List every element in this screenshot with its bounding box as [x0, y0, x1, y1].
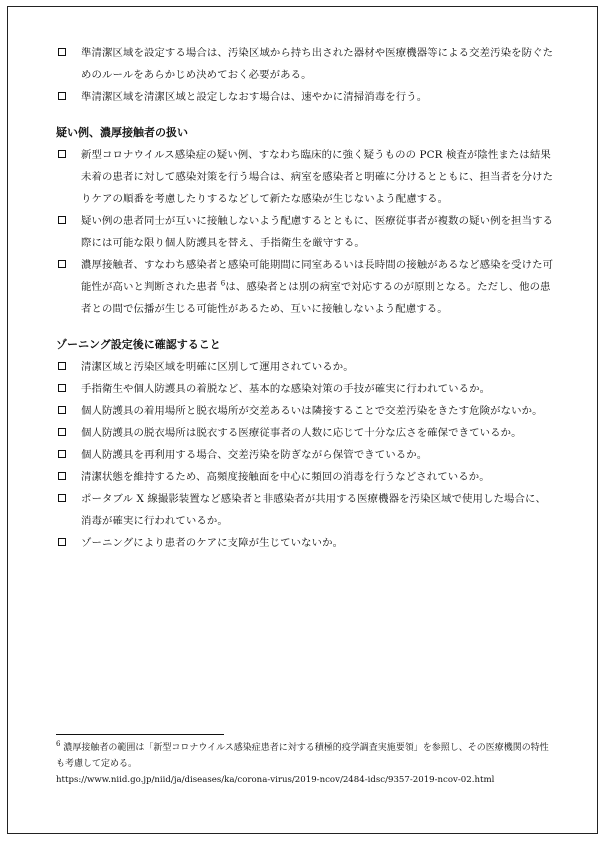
checklist-item: 新型コロナウイルス感染症の疑い例、すなわち臨床的に強く疑うものの PCR 検査が陰性または結果未着の患者に対して感染対策を行う場合は、病室を感染者と明確に分けるとともに、担当者を分けたりケアの順番を考慮したりするなどして新たな感染が生じないよう配慮する。: [56, 144, 556, 210]
section-heading: ゾーニング設定後に確認すること: [56, 338, 221, 351]
checkbox-icon: [58, 428, 66, 436]
checkbox-icon: [58, 48, 66, 56]
section-heading: 疑い例、濃厚接触者の扱い: [56, 126, 188, 139]
checkbox-icon: [58, 538, 66, 546]
checkbox-icon: [58, 260, 66, 268]
checklist-item: ゾーニングにより患者のケアに支障が生じていないか。: [56, 532, 556, 554]
footnote-divider: [56, 734, 224, 735]
footnote-link[interactable]: https://www.niid.go.jp/niid/ja/diseases/ka/corona-virus/2019-ncov/2484-idsc/9357-2019-ncov-02.html: [56, 775, 495, 785]
footnote-number: 6: [56, 740, 61, 748]
checkbox-icon: [58, 472, 66, 480]
checklist-item: 疑い例の患者同士が互いに接触しないよう配慮するとともに、医療従事者が複数の疑い例を担当する際には可能な限り個人防護具を替え、手指衛生を厳守する。: [56, 210, 556, 254]
checklist-item: 清潔状態を維持するため、高頻度接触面を中心に頻回の消毒を行うなどされているか。: [56, 466, 556, 488]
checkbox-icon: [58, 216, 66, 224]
checkbox-icon: [58, 384, 66, 392]
footnote-text: 濃厚接触者の範囲は「新型コロナウイルス感染症患者に対する積極的疫学調査実施要領」を参照し、その医療機関の特性も考慮して定める。: [56, 743, 549, 769]
checklist-item: 手指衛生や個人防護具の着脱など、基本的な感染対策の手技が確実に行われているか。: [56, 378, 556, 400]
document-body: [56, 42, 556, 554]
checklist-item: ポータブル X 線撮影装置など感染者と非感染者が共用する医療機器を汚染区域で使用した場合に、消毒が確実に行われているか。: [56, 488, 556, 532]
checklist-item: 清潔区域と汚染区域を明確に区別して運用されているか。: [56, 356, 556, 378]
checkbox-icon: [58, 450, 66, 458]
checkbox-icon: [58, 406, 66, 414]
footnote-marker: 6: [220, 279, 226, 288]
footnote: [56, 740, 554, 788]
checkbox-icon: [58, 150, 66, 158]
checklist-item: 濃厚接触者、すなわち感染者と感染可能期間に同室あるいは長時間の接触があるなど感染を受けた可能性が高いと判断された患者 $^6$は、感染者とは別の病室で対応するのが原則となる。ただし、他の患者との間で伝播が生じる可能性があるため、互いに接触しないよう配慮する。: [56, 254, 556, 320]
checkbox-icon: [58, 494, 66, 502]
checkbox-icon: [58, 92, 66, 100]
checklist-item: 個人防護具を再利用する場合、交差汚染を防ぎながら保管できているか。: [56, 444, 556, 466]
checklist-item: 準清潔区域を設定する場合は、汚染区域から持ち出された器材や医療機器等による交差汚染を防ぐためのルールをあらかじめ決めておく必要がある。: [56, 42, 556, 86]
checklist-item: 準清潔区域を清潔区域と設定しなおす場合は、速やかに清掃消毒を行う。: [56, 86, 556, 108]
checklist-item: 個人防護具の脱衣場所は脱衣する医療従事者の人数に応じて十分な広さを確保できているか。: [56, 422, 556, 444]
checklist-item: 個人防護具の着用場所と脱衣場所が交差あるいは隣接することで交差汚染をきたす危険がないか。: [56, 400, 556, 422]
checkbox-icon: [58, 362, 66, 370]
